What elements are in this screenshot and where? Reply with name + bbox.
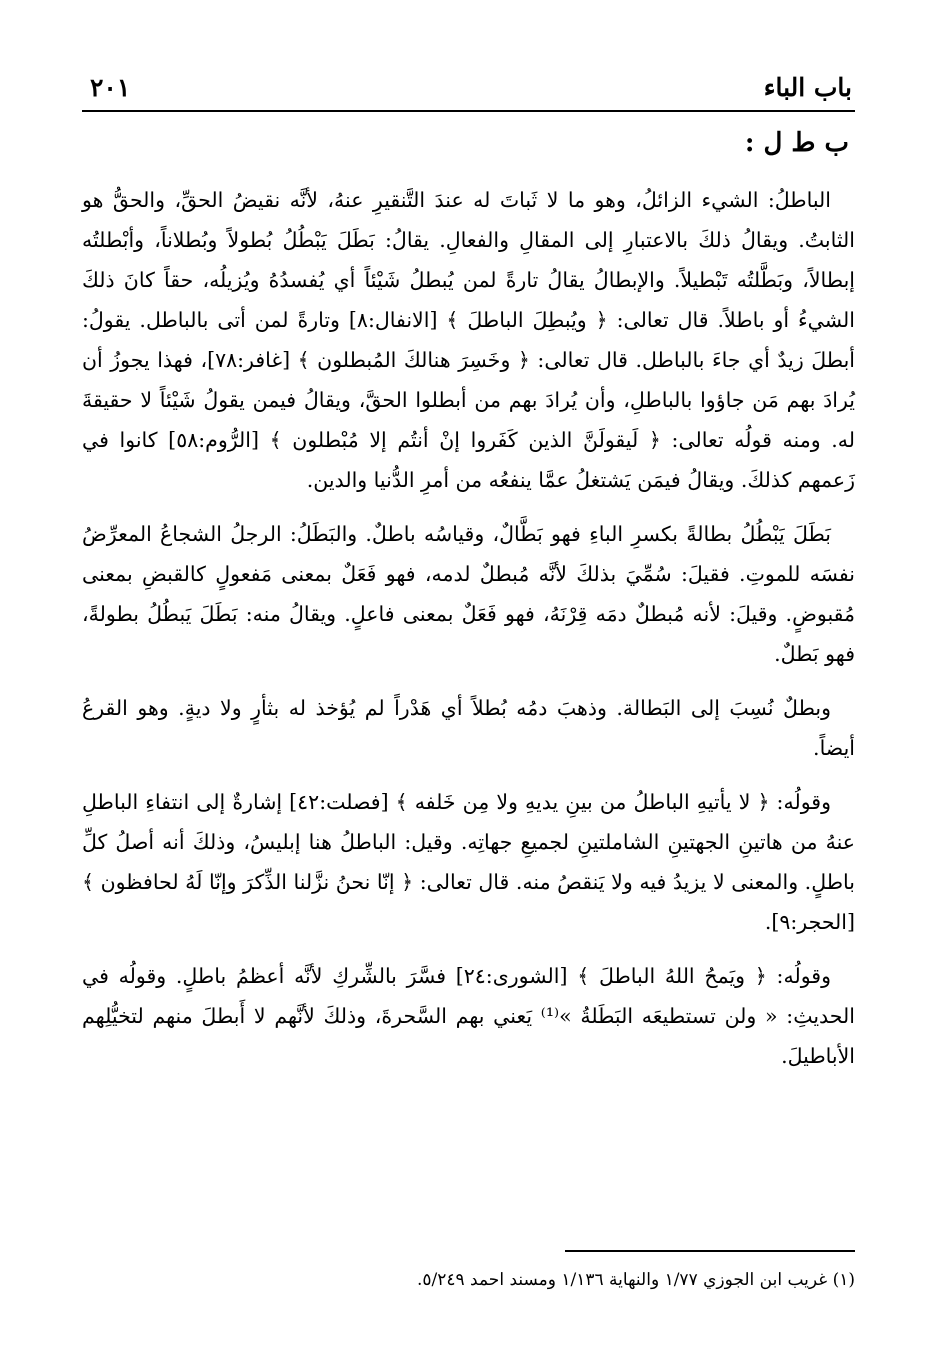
paragraph: الباطلُ: الشيء الزائلُ، وهو ما لا ثَباتَ له عندَ التَّنقيرِ عنهُ، لأنَّه نقيضُ الحقِّ، والحقُّ هو الثابتُ. ويقالُ ذلكَ بالاعتبارِ إلى المقالِ والفعالِ. يقالُ: بَطَلَ يَبْطُلُ بُطولاً وبُطلاناً، وأبْطلتُه إبطالاً، وبَطَّلتُه تَبْطيلاً. والإبطالُ يقالُ تارةً لمن يُبطلُ شَيْئاً أي يُفسدُهُ ويُزيلُه، حقاً كانَ ذلكَ الشيءُ أو باطلاً. قال تعالى: ﴿ ويُبطِلَ الباطلَ ﴾ [الانفال:٨] وتارةً لمن أتى بالباطل. يقولُ: أبطلَ زيدٌ أي جاءَ بالباطل. قال تعالى: ﴿ وخَسِرَ هنالكَ المُبطلون ﴾ [غافر:٧٨]، فهذا يجوزُ أن يُرادَ بهم مَن جاؤوا بالباطلِ، وأن يُرادَ بهم من أبطلوا الحقَّ، ويقالُ فيمن يقولُ شَيْئاً لا حقيقةَ له. ومنه قولُه تعالى: ﴿ لَيقولَنَّ الذين كَفَروا إنْ أنتُم إلا مُبْطلون ﴾ [الرُّوم:٥٨] كانوا في زَعمهم كذلكَ. ويقالُ فيمَن يَشتغلُ عمَّا ينفعُه من أمرِ الدُّنيا والدين. xyxy=(82,188,856,492)
footnote-divider xyxy=(565,1250,855,1252)
page-header xyxy=(90,62,852,102)
paragraph: وقولُه: ﴿ ويَمحُ اللهُ الباطلَ ﴾ [الشورى:٢٤] فسَّرَ بالشِّركِ لأنَّه أعظمُ باطلٍ. وقولُه في الحديثِ: « ولن تستطيعَه البَطَلةُ »⁽¹⁾ يَعني بهم السَّحرةَ، وذلكَ لأنَّهم لا أَبطلَ منهم لتخيُّلِهم الأباطيلَ. xyxy=(82,964,855,1068)
paragraph: وقولُه: ﴿ لا يأتيهِ الباطلُ من بينِ يديهِ ولا مِن خَلفه ﴾ [فصلت:٤٢] إشارةٌ إلى انتفاءِ الباطلِ عنهُ من هاتينِ الجهتينِ الشاملتينِ لجميعِ جهاتِه. وقيل: الباطلُ هنا إبليسُ، وذلكَ أنه أصلُ كلِّ باطلٍ. والمعنى لا يزيدُ فيه ولا يَنقصُ منه. قال تعالى: ﴿ إنّا نحنُ نزَّلنا الذِّكرَ وإنّا لَهُ لحافظون ﴾ [الحجر:٩]. xyxy=(82,790,855,934)
paragraph: وبطلٌ نُسِبَ إلى البَطالة. وذهبَ دمُه بُطلاً أي هَدْراً لم يُؤخذ له بثأرٍ ولا ديةٍ. وهو القرعُ أيضاً. xyxy=(82,696,855,760)
page-number: ٢٠١ xyxy=(90,73,131,102)
entry-body xyxy=(82,180,855,1090)
footnote: (١) غريب ابن الجوزي ١/٧٧ والنهاية ١/١٣٦ ومسند احمد ٥/٢٤٩. xyxy=(416,1270,855,1290)
section-title: باب الباء xyxy=(763,73,852,102)
paragraph: بَطَلَ يَبْطُلُ بطالةً بكسرِ الباءِ فهو بَطَّالٌ، وقياسُه باطلٌ. والبَطَلُ: الرجلُ الشجاعُ المعرِّضُ نفسَه للموتِ. فقيلَ: سُمِّيَ بذلكَ لأنَّه مُبطلٌ لدمه، فهو فَعَلٌ بمعنى مَفعولٍ كالقبضِ بمعنى مُقبوضٍ. وقيلَ: لأنه مُبطلٌ دمَه قِرْنَهُ، فهو فَعَلٌ بمعنى فاعلٍ. ويقالُ منه: بَطَلَ يَبطُلُ بطولةً، فهو بَطلٌ. xyxy=(82,522,855,666)
root-heading: ب ط ل : xyxy=(744,128,849,158)
header-divider xyxy=(82,110,855,112)
